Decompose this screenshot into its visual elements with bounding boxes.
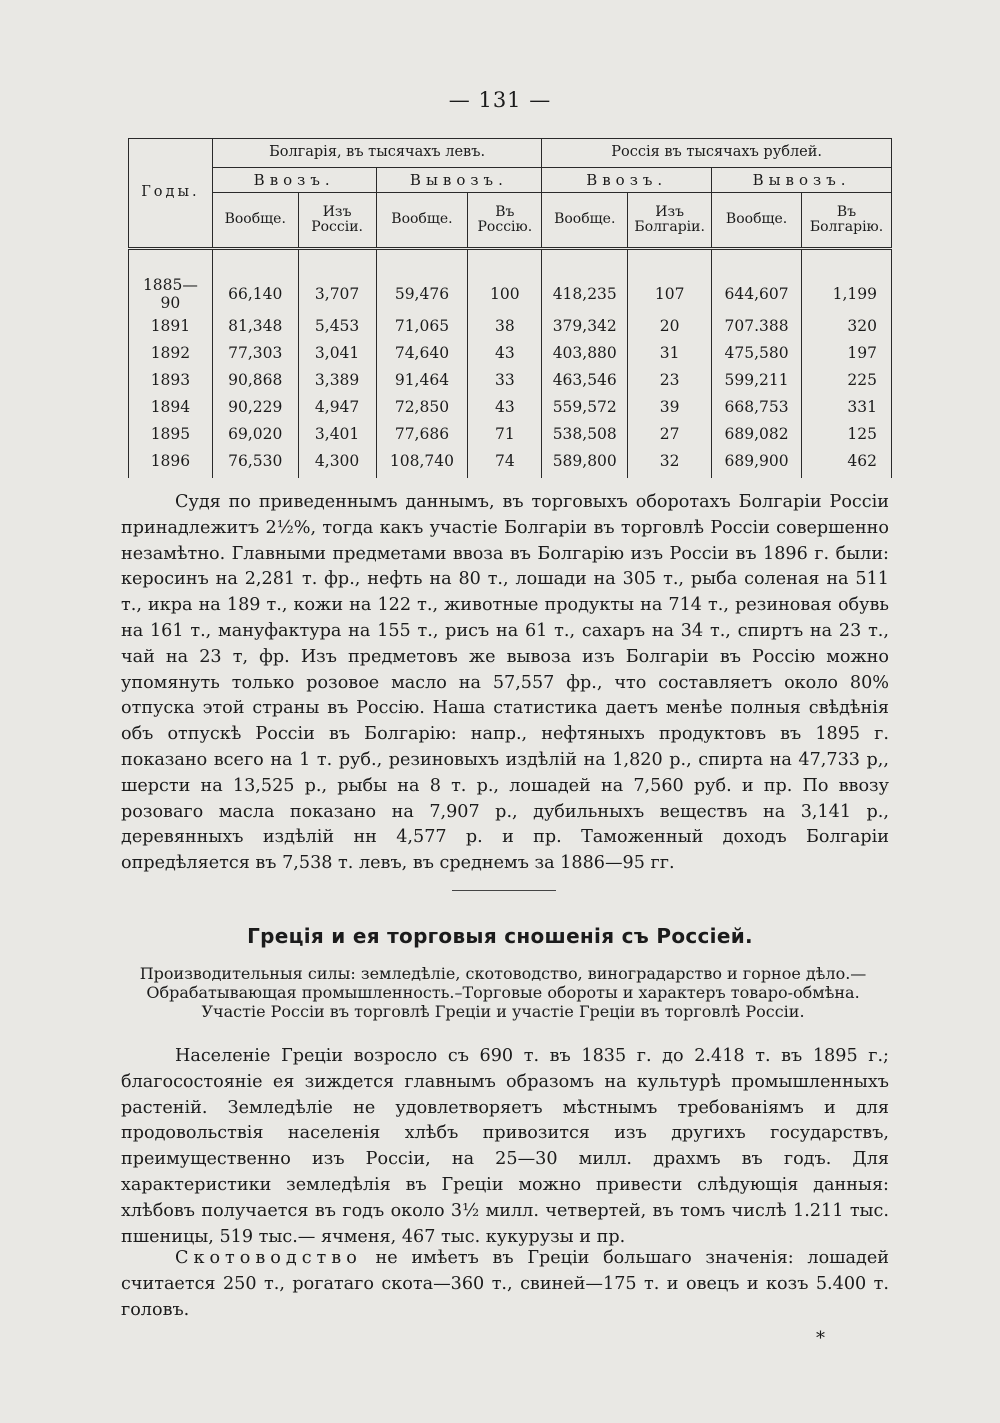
value-cell: 77,686 <box>376 420 468 447</box>
table-row <box>129 312 892 339</box>
value-cell: 66,140 <box>212 276 298 312</box>
value-cell: 331 <box>802 393 892 420</box>
value-cell: 90,868 <box>212 366 298 393</box>
bg-import-header: Ввозъ. <box>212 168 376 193</box>
col-header-total: Вообще. <box>542 193 628 249</box>
trade-statistics-table <box>128 138 892 478</box>
summary-line: Обрабатывающая промышленность.–Торговые обороты и характеръ товаро-обмѣна. <box>146 983 860 1002</box>
value-cell: 77,303 <box>212 339 298 366</box>
year-cell: 1894 <box>129 393 213 420</box>
table-row <box>129 366 892 393</box>
paragraph-text: Населеніе Греціи возросло съ 690 т. въ 1835 г. до 2.418 т. въ 1895 г.; благосостояніе ея зиждется главнымъ образомъ на культурѣ промышленныхъ растеній. Земледѣліе не удовлетворяетъ мѣстнымъ требованіямъ и для продовольствія населенія хлѣбъ привозится изъ другихъ государствъ, преимущественно изъ Россіи, на 25—30 милл. драхмъ въ годъ. Для характеристики земледѣлія въ Греціи можно привести слѣдующія данныя: хлѣбовъ получается въ годъ около 3½ милл. четвертей, въ томъ числѣ 1.211 тыс. пшеницы, 519 тыс.— ячменя, 467 тыс. кукурузы и пр. <box>121 1046 889 1247</box>
value-cell: 20 <box>628 312 712 339</box>
paragraph-bulgaria-trade <box>121 490 889 877</box>
value-cell: 71,065 <box>376 312 468 339</box>
bg-export-header: Вывозъ. <box>376 168 542 193</box>
value-cell: 3,389 <box>298 366 376 393</box>
col-header-to-bulgaria: Въ Болгарію. <box>802 193 892 249</box>
value-cell: 74,640 <box>376 339 468 366</box>
value-cell: 559,572 <box>542 393 628 420</box>
value-cell: 689,900 <box>712 447 802 478</box>
value-cell: 599,211 <box>712 366 802 393</box>
value-cell: 33 <box>468 366 542 393</box>
value-cell: 32 <box>628 447 712 478</box>
paragraph-rest: не имѣетъ въ Греціи большаго значенія: лошадей считается 250 т., рогатаго скота—360 т., свиней—175 т. и овецъ и козъ 5.400 т. головъ. <box>121 1248 889 1320</box>
value-cell: 538,508 <box>542 420 628 447</box>
value-cell: 90,229 <box>212 393 298 420</box>
paragraph-text: Судя по приведеннымъ даннымъ, въ торговыхъ оборотахъ Болгаріи Россіи принадлежитъ 2½%, тогда какъ участіе Болгаріи въ торговлѣ Россіи совершенно незамѣтно. Главными предметами ввоза въ Болгарію изъ Россіи въ 1896 г. были: керосинъ на 2,281 т. фр., нефть на 80 т., лошади на 305 т., рыба соленая на 511 т., икра на 189 т., кожи на 122 т., животные продукты на 714 т., резиновая обувь на 161 т., мануфактура на 155 т., рисъ на 61 т., сахаръ на 34 т., спиртъ на 23 т., чай на 23 т, фр. Изъ предметовъ же вывоза изъ Болгаріи въ Россію можно упомянуть только розовое масло на 57,557 фр., что составляетъ около 80% отпуска этой страны въ Россію. Наша статистика даетъ менѣе полныя свѣдѣнія объ отпускѣ Россіи въ Болгарію: напр., нефтяныхъ продуктовъ въ 1895 г. показано всего на 1 т. руб., резиновыхъ издѣлій на 1,820 р., спирта на 47,733 р,, шерсти на 13,525 р., рыбы на 8 т. р., лошадей на 7,560 руб. и пр. По ввозу розоваго масла показано на 7,907 р., дубильныхъ веществъ на 3,141 р., деревянныхъ издѣлій нн 4,577 р. и пр. Таможенный доходъ Болгаріи опредѣляется въ 7,538 т. левъ, въ среднемъ за 1886—95 гг. <box>121 492 889 874</box>
value-cell: 91,464 <box>376 366 468 393</box>
paragraph-greece-population <box>121 1044 889 1250</box>
russia-header: Россія въ тысячахъ рублей. <box>542 139 892 168</box>
value-cell: 76,530 <box>212 447 298 478</box>
table-row <box>129 393 892 420</box>
value-cell: 475,580 <box>712 339 802 366</box>
footer-mark: * <box>816 1328 825 1349</box>
ru-export-header: Вывозъ. <box>712 168 892 193</box>
col-header-to-russia: Въ Россію. <box>468 193 542 249</box>
value-cell: 1,199 <box>802 276 892 312</box>
value-cell: 3,707 <box>298 276 376 312</box>
table-row <box>129 276 892 312</box>
value-cell: 69,020 <box>212 420 298 447</box>
year-cell: 1891 <box>129 312 213 339</box>
col-header-total: Вообще. <box>376 193 468 249</box>
value-cell: 108,740 <box>376 447 468 478</box>
value-cell: 668,753 <box>712 393 802 420</box>
year-cell: 1896 <box>129 447 213 478</box>
page-number: — 131 — <box>448 88 552 112</box>
col-header-total: Вообще. <box>212 193 298 249</box>
year-cell: 1895 <box>129 420 213 447</box>
value-cell: 197 <box>802 339 892 366</box>
summary-line: Участіе Россіи въ торговлѣ Греціи и участіе Греціи въ торговлѣ Россіи. <box>201 1002 805 1021</box>
value-cell: 3,401 <box>298 420 376 447</box>
value-cell: 43 <box>468 339 542 366</box>
value-cell: 418,235 <box>542 276 628 312</box>
value-cell: 379,342 <box>542 312 628 339</box>
value-cell: 74 <box>468 447 542 478</box>
value-cell: 320 <box>802 312 892 339</box>
spaced-emphasis: Скотоводство <box>175 1248 362 1268</box>
section-summary <box>118 964 888 1021</box>
value-cell: 23 <box>628 366 712 393</box>
value-cell: 71 <box>468 420 542 447</box>
value-cell: 81,348 <box>212 312 298 339</box>
value-cell: 107 <box>628 276 712 312</box>
paragraph-greece-livestock <box>121 1246 889 1323</box>
value-cell: 3,041 <box>298 339 376 366</box>
paragraph-text <box>121 1246 889 1323</box>
value-cell: 5,453 <box>298 312 376 339</box>
table-row <box>129 420 892 447</box>
value-cell: 38 <box>468 312 542 339</box>
value-cell: 644,607 <box>712 276 802 312</box>
value-cell: 462 <box>802 447 892 478</box>
value-cell: 125 <box>802 420 892 447</box>
table-row <box>129 447 892 478</box>
value-cell: 589,800 <box>542 447 628 478</box>
value-cell: 39 <box>628 393 712 420</box>
section-title: Греція и ея торговыя сношенія съ Россіей. <box>247 924 753 948</box>
value-cell: 689,082 <box>712 420 802 447</box>
year-cell: 1893 <box>129 366 213 393</box>
year-cell: 1892 <box>129 339 213 366</box>
value-cell: 31 <box>628 339 712 366</box>
value-cell: 72,850 <box>376 393 468 420</box>
year-cell: 1885—90 <box>129 276 213 312</box>
table-row <box>129 339 892 366</box>
years-header: Годы. <box>129 139 213 249</box>
ru-import-header: Ввозъ. <box>542 168 712 193</box>
value-cell: 403,880 <box>542 339 628 366</box>
value-cell: 707.388 <box>712 312 802 339</box>
value-cell: 100 <box>468 276 542 312</box>
value-cell: 43 <box>468 393 542 420</box>
bulgaria-header: Болгарія, въ тысячахъ левъ. <box>212 139 541 168</box>
value-cell: 59,476 <box>376 276 468 312</box>
col-header-from-bulgaria: Изъ Болгаріи. <box>628 193 712 249</box>
table-body <box>129 249 892 479</box>
value-cell: 225 <box>802 366 892 393</box>
value-cell: 463,546 <box>542 366 628 393</box>
col-header-total: Вообще. <box>712 193 802 249</box>
section-divider <box>452 890 556 891</box>
value-cell: 4,300 <box>298 447 376 478</box>
value-cell: 27 <box>628 420 712 447</box>
value-cell: 4,947 <box>298 393 376 420</box>
summary-line: Производительныя силы: земледѣліе, скотоводство, виноградарство и горное дѣло.— <box>139 964 867 983</box>
col-header-from-russia: Изъ Россіи. <box>298 193 376 249</box>
